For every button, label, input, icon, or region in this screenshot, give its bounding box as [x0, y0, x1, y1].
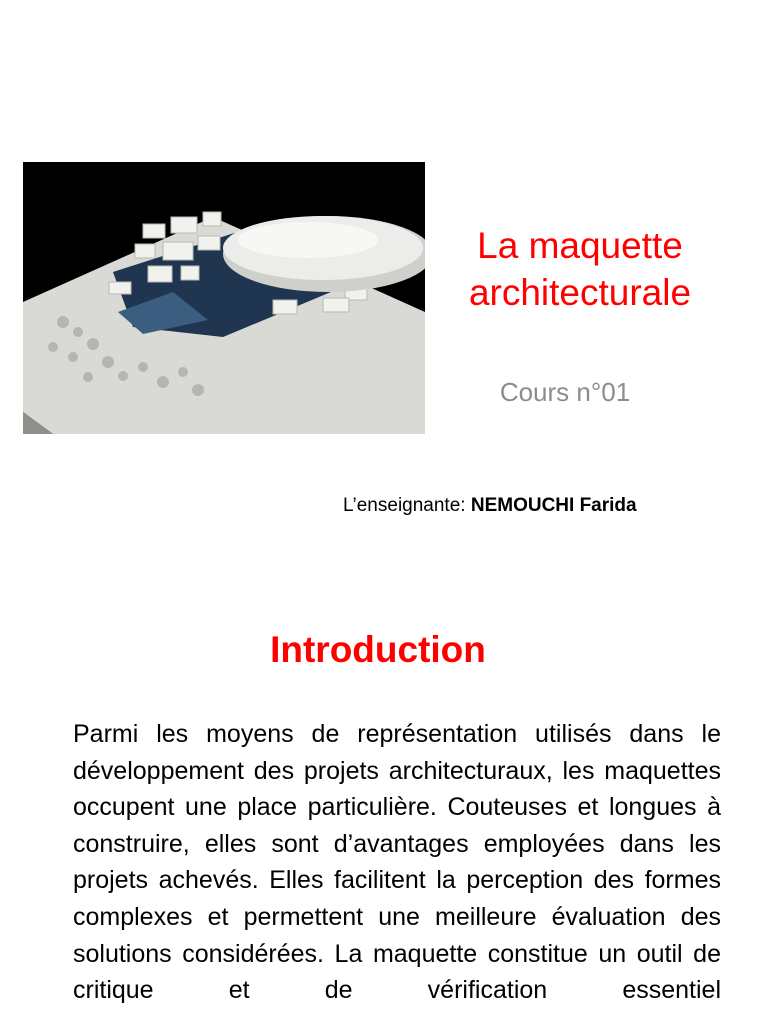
introduction-heading: Introduction	[270, 629, 486, 670]
course-number: Cours n°01	[499, 377, 631, 407]
title-line-1: La maquette	[477, 225, 683, 266]
slide-title	[432, 222, 728, 316]
architectural-model-image	[23, 162, 425, 434]
teacher-name: NEMOUCHI Farida	[470, 495, 637, 516]
title-line-2: architecturale	[468, 272, 692, 313]
teacher-line	[343, 492, 637, 520]
teacher-label: L’enseignante:	[343, 495, 471, 516]
introduction-paragraph: Parmi les moyens de représentation utilisés dans le développement des projets architecturaux, les maquettes occupent une place particulière. Couteuses et longues à construire, elles sont d’avantages employées dans les projets achevés. Elles facilitent la perception des formes complexes et permettent une meilleure évaluation des solutions considérées. La maquette constitue un outil de critique et de vérification essentiel	[73, 720, 721, 1005]
